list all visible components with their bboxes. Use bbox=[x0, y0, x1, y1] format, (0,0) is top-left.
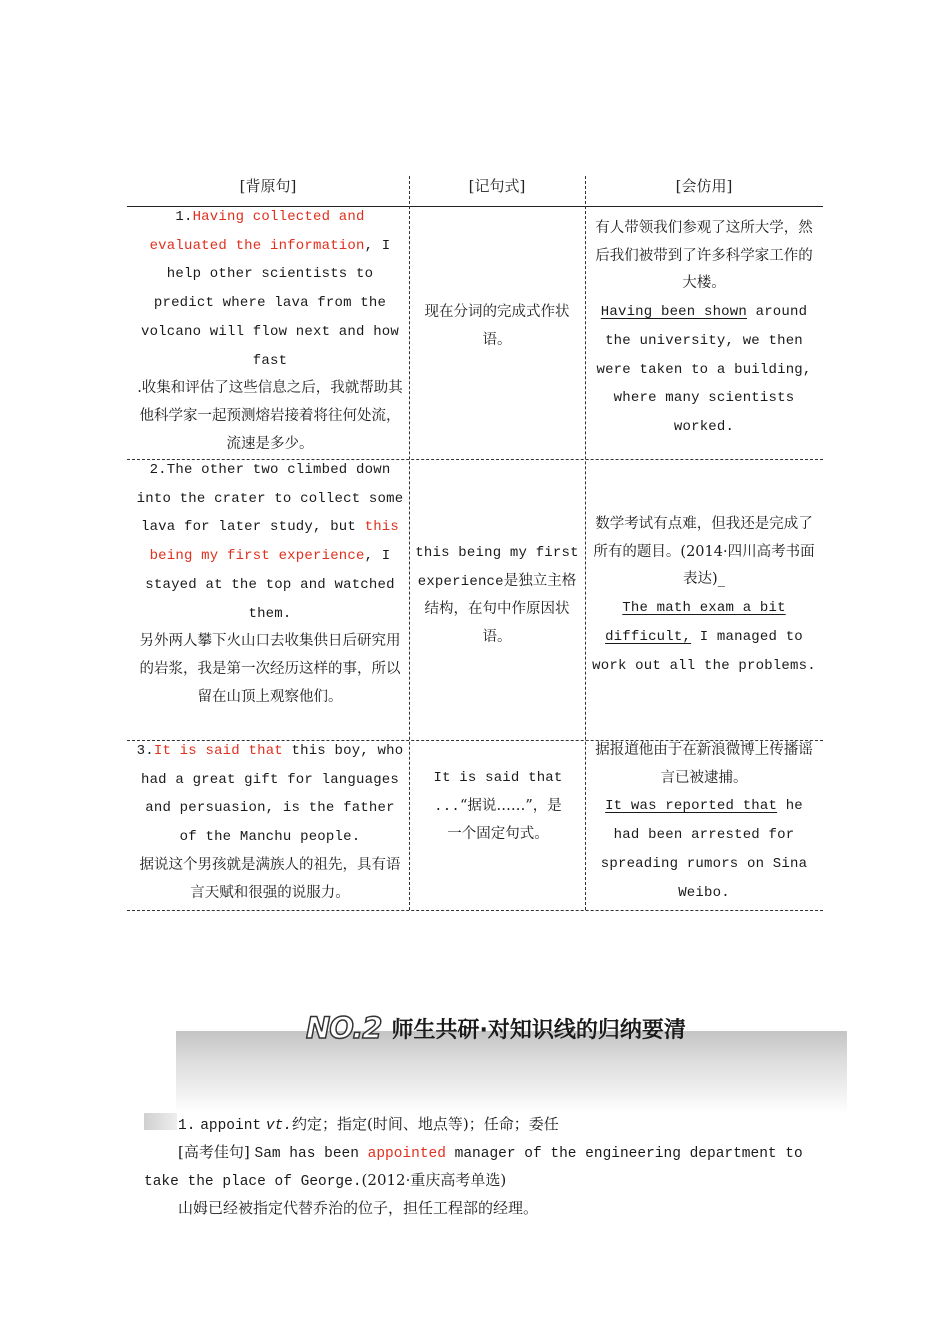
section-heading bbox=[306, 1011, 686, 1051]
row1-number: 1. bbox=[175, 209, 193, 225]
example-translation: 山姆已经被指定代替乔治的位子，担任工程部的经理。 bbox=[178, 1199, 539, 1217]
row2-pattern-cn: 是独立主格结构，在句中作原因状语。 bbox=[424, 572, 577, 646]
row3-translation: 据说这个男孩就是满族人的祖先，具有语言天赋和很强的说服力。 bbox=[139, 856, 401, 901]
row3-imitation-rest: he had been arrested for spreading rumors on Sina Weibo. bbox=[600, 798, 808, 901]
row2-original bbox=[135, 456, 405, 711]
vocab-pos: vt. bbox=[265, 1118, 292, 1134]
row3-original bbox=[135, 737, 405, 907]
example-after: manager of the engineering department to bbox=[445, 1146, 803, 1162]
row3-pattern-cn: “据说……”，是一个固定句式。 bbox=[447, 797, 562, 843]
row2-pattern-en: this being my first experience bbox=[415, 545, 579, 590]
row2-prefix: 2.The other two climbed down into the crater to collect some lava for later study, but bbox=[136, 462, 404, 536]
row2-imitation bbox=[591, 511, 817, 680]
row2-highlight: this being my first experience bbox=[149, 519, 400, 565]
column-divider bbox=[409, 176, 410, 910]
example-source: (2012·重庆高考单选) bbox=[361, 1171, 507, 1189]
row2-imitation-chinese: 数学考试有点难，但我还是完成了所有的题目。(2014·四川高考书面表达)_ bbox=[593, 516, 815, 588]
sentence-table bbox=[127, 174, 823, 912]
example-before: Sam has been bbox=[254, 1146, 368, 1162]
section-number: NO.2 bbox=[306, 1011, 382, 1045]
row3-imitation-underlined: It was reported that bbox=[605, 798, 778, 815]
row1-translation: .收集和评估了这些信息之后，我就帮助其他科学家一起预测熔岩接着将往何处流，流速是多少。 bbox=[137, 380, 403, 452]
row1-imitation-underlined: Having been shown bbox=[600, 304, 747, 321]
row3-rest: this boy, who had a great gift for languages and persuasion, is the father of the Manchu people. bbox=[140, 743, 404, 846]
row1-pattern: 现在分词的完成式作状语。 bbox=[424, 304, 570, 348]
row1-original bbox=[135, 203, 405, 458]
vocab-headword-line bbox=[178, 1113, 559, 1134]
example-line-1 bbox=[178, 1141, 803, 1162]
row2-translation: 另外两人攀下火山口去收集供日后研究用的岩浆，我是第一次经历这样的事，所以留在山顶上观察他们。 bbox=[139, 633, 401, 705]
row3-pattern bbox=[427, 764, 569, 849]
table-bottom-rule bbox=[127, 910, 823, 911]
row3-pattern-en: It is said that ... bbox=[433, 770, 563, 815]
example-line2: take the place of George. bbox=[144, 1174, 362, 1190]
row3-imitation bbox=[591, 737, 817, 907]
header-pattern: [记句式] bbox=[468, 177, 526, 195]
header-original: [背原句] bbox=[239, 177, 297, 195]
row1-highlight: Having collected and evaluated the information bbox=[149, 209, 365, 254]
row3-number: 3. bbox=[136, 743, 154, 759]
column-divider bbox=[585, 176, 586, 910]
row1-imitation-chinese: 有人带领我们参观了这所大学，然后我们被带到了许多科学家工作的大楼。 bbox=[595, 220, 813, 292]
example-highlight: appointed bbox=[367, 1146, 446, 1162]
row1-imitation-rest: around the university, we then were taken to a building, where many scientists worked. bbox=[596, 304, 812, 435]
vocab-meaning: 约定；指定(时间、地点等)；任命；委任 bbox=[292, 1115, 559, 1133]
vocab-number: 1. bbox=[178, 1118, 196, 1134]
row2-imitation-underlined: The math exam a bit difficult, bbox=[605, 600, 786, 645]
entry-number-bar bbox=[144, 1113, 177, 1130]
example-line-2 bbox=[144, 1169, 506, 1190]
row2-imitation-rest: I managed to work out all the problems. bbox=[592, 628, 816, 674]
row2-rest: , I stayed at the top and watched them. bbox=[145, 548, 395, 622]
example-tag: [高考佳句] bbox=[178, 1143, 250, 1161]
row1-imitation bbox=[591, 215, 817, 442]
vocab-word: appoint bbox=[200, 1118, 262, 1134]
row3-imitation-chinese: 据报道他由于在新浪微博上传播谣言已被逮捕。 bbox=[595, 742, 813, 786]
header-imitation: [会仿用] bbox=[675, 177, 733, 195]
row1-rest: , I help other scientists to predict where lava from the volcano will flow next and how fast bbox=[140, 237, 400, 369]
section-title: 师生共研·对知识线的归纳要清 bbox=[391, 1017, 686, 1043]
row2-pattern bbox=[415, 539, 579, 652]
row3-highlight: It is said that bbox=[153, 743, 283, 759]
